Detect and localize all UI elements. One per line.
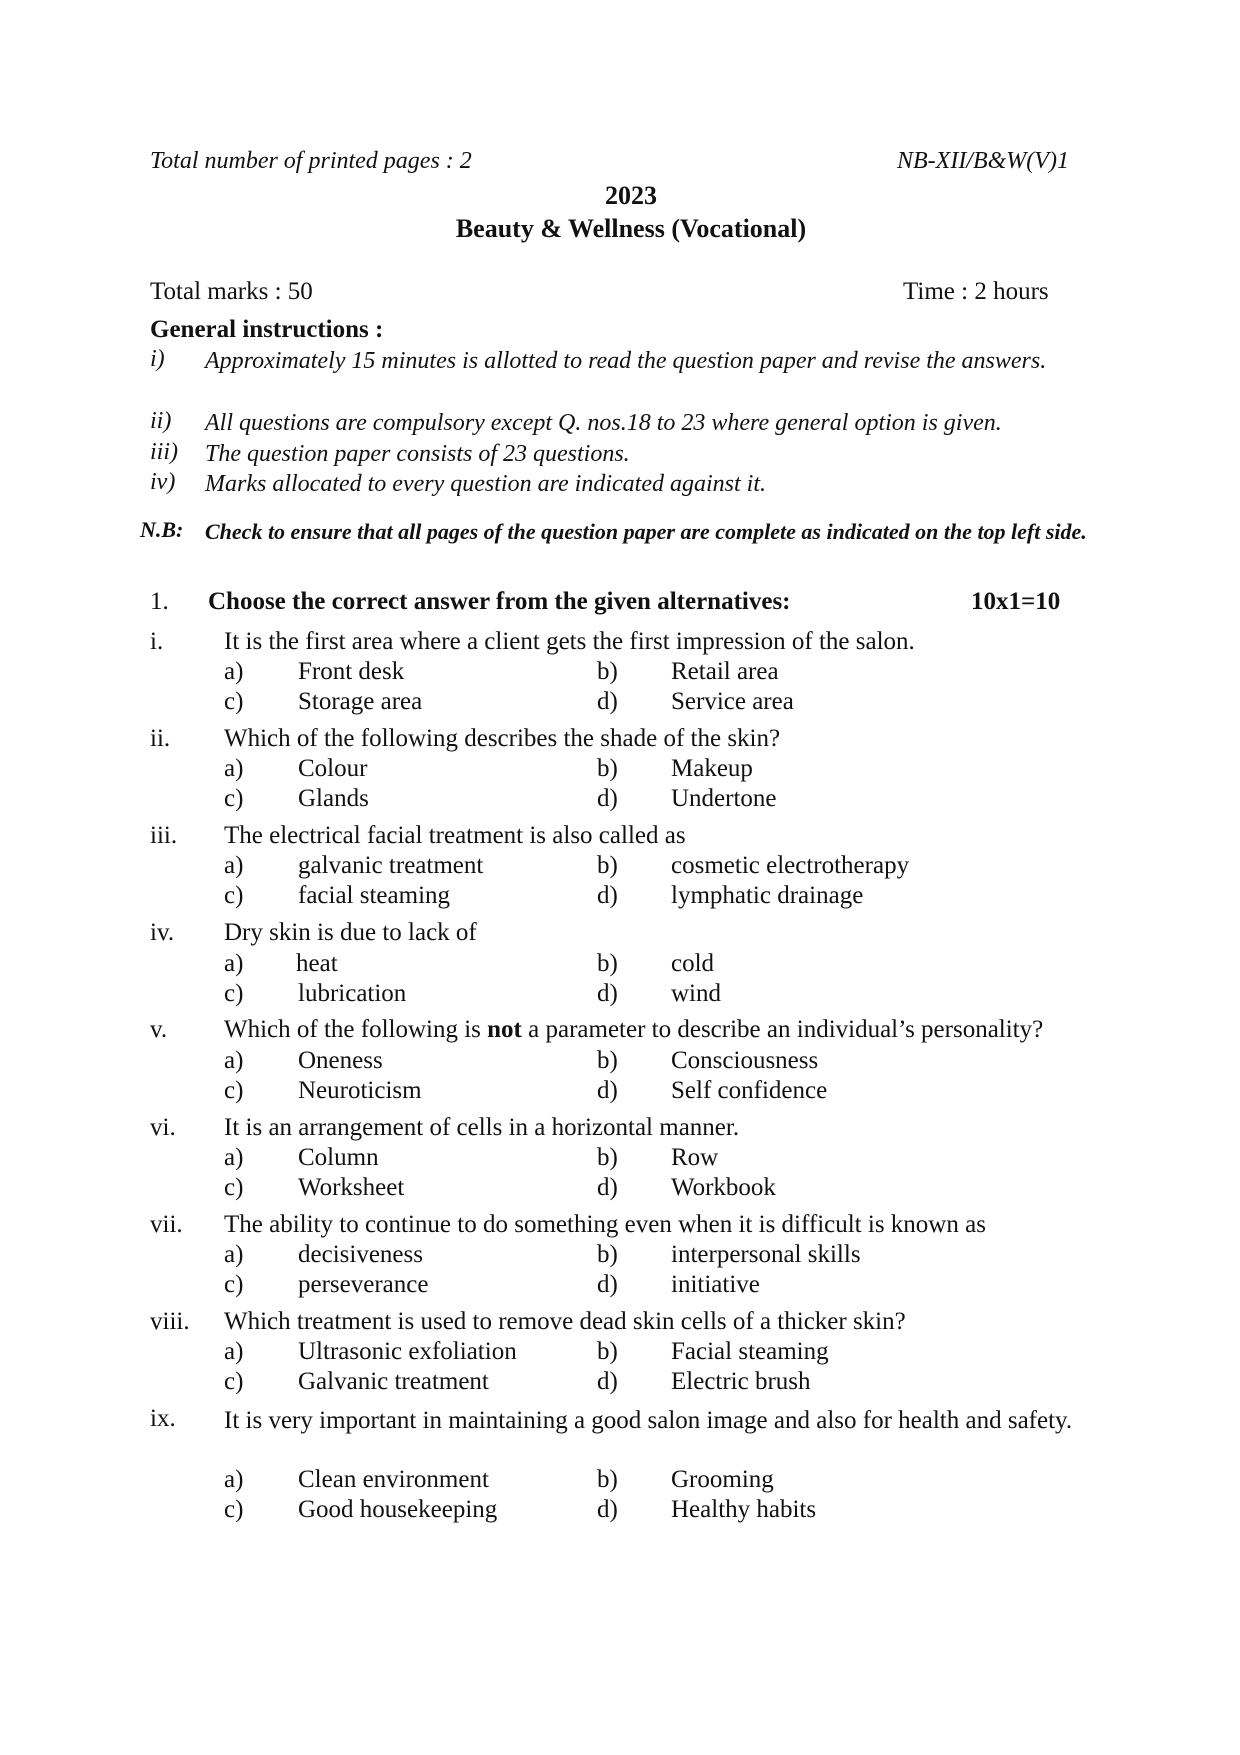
- option-letter: c): [224, 1271, 244, 1298]
- option-text: Ultrasonic exfoliation: [298, 1338, 517, 1365]
- section-heading: Choose the correct answer from the given alternatives:: [208, 588, 791, 615]
- option-text: Neuroticism: [298, 1077, 422, 1104]
- option-text: lymphatic drainage: [671, 882, 864, 909]
- option-text: Service area: [671, 688, 794, 715]
- option-text: Clean environment: [298, 1466, 489, 1493]
- option-text: Good housekeeping: [298, 1496, 498, 1523]
- option-letter: b): [597, 1466, 618, 1493]
- option-text: heat: [296, 950, 338, 977]
- option-letter: b): [597, 1241, 618, 1268]
- option-text: cold: [671, 950, 715, 977]
- instruction-text: Approximately 15 minutes is allotted to read the question paper and revise the answers.: [205, 348, 1047, 374]
- option-letter: d): [597, 882, 618, 909]
- option-letter: d): [597, 1368, 618, 1395]
- mcq-question: [224, 1016, 1043, 1044]
- total-marks: Total marks : 50: [150, 278, 313, 305]
- mcq-number: iii.: [150, 822, 178, 849]
- option-letter: a): [224, 755, 244, 782]
- option-letter: b): [597, 1047, 618, 1074]
- mcq-question: Which treatment is used to remove dead skin cells of a thicker skin?: [224, 1308, 906, 1335]
- option-text: Oneness: [298, 1047, 383, 1074]
- instruction-num: i): [150, 346, 165, 372]
- option-text: galvanic treatment: [298, 852, 484, 879]
- option-letter: c): [224, 785, 244, 812]
- mcq-question: Which of the following describes the shade of the skin?: [224, 725, 781, 752]
- section-marks: 10x1=10: [971, 588, 1061, 615]
- mcq-number: v.: [150, 1016, 168, 1043]
- option-text: cosmetic electrotherapy: [671, 852, 910, 879]
- option-letter: a): [224, 1047, 244, 1074]
- mcq-number: viii.: [150, 1308, 190, 1335]
- option-text: Galvanic treatment: [298, 1368, 489, 1395]
- paper-code: NB-XII/B&W(V)1: [897, 148, 1069, 174]
- mcq-question: The ability to continue to do something even when it is difficult is known as: [224, 1211, 986, 1238]
- mcq-question: It is an arrangement of cells in a horizontal manner.: [224, 1114, 740, 1141]
- option-text: Electric brush: [671, 1368, 811, 1395]
- option-letter: c): [224, 1368, 244, 1395]
- option-text: initiative: [671, 1271, 760, 1298]
- instruction-text: Marks allocated to every question are indicated against it.: [205, 471, 766, 497]
- mcq-number: vii.: [150, 1211, 183, 1238]
- option-letter: b): [597, 950, 618, 977]
- option-text: decisiveness: [298, 1241, 423, 1268]
- option-letter: c): [224, 1174, 244, 1201]
- option-letter: a): [224, 1338, 244, 1365]
- option-text: Consciousness: [671, 1047, 819, 1074]
- subject-title: Beauty & Wellness (Vocational): [455, 214, 807, 243]
- mcq-number: ix.: [150, 1405, 176, 1432]
- option-letter: c): [224, 882, 244, 909]
- option-text: Row: [671, 1144, 719, 1171]
- option-text: lubrication: [298, 980, 407, 1007]
- instruction-num: iii): [150, 439, 178, 465]
- mcq-number: vi.: [150, 1114, 176, 1141]
- option-letter: a): [224, 1241, 244, 1268]
- option-letter: b): [597, 1144, 618, 1171]
- instruction-num: ii): [150, 408, 172, 434]
- question-number: 1.: [150, 588, 169, 615]
- option-letter: d): [597, 1174, 618, 1201]
- option-text: wind: [671, 980, 721, 1007]
- nb-text: Check to ensure that all pages of the question paper are complete as indicated on the top left side.: [205, 519, 1087, 544]
- mcq-number: i.: [150, 628, 164, 655]
- option-letter: c): [224, 688, 244, 715]
- option-letter: a): [224, 1466, 244, 1493]
- option-letter: d): [597, 980, 618, 1007]
- instruction-text: The question paper consists of 23 questions.: [205, 441, 630, 467]
- option-text: Column: [298, 1144, 379, 1171]
- option-text: Workbook: [671, 1174, 776, 1201]
- option-text: facial steaming: [298, 882, 451, 909]
- nb-label: N.B:: [140, 517, 184, 542]
- printed-pages-note: Total number of printed pages : 2: [150, 148, 472, 174]
- option-text: Self confidence: [671, 1077, 828, 1104]
- option-text: Undertone: [671, 785, 777, 812]
- option-text: Glands: [298, 785, 369, 812]
- option-letter: a): [224, 852, 244, 879]
- exam-year: 2023: [605, 181, 657, 210]
- option-letter: d): [597, 688, 618, 715]
- instruction-num: iv): [150, 469, 176, 495]
- option-letter: d): [597, 1077, 618, 1104]
- instructions-heading: General instructions :: [150, 316, 384, 343]
- mcq-number: ii.: [150, 725, 171, 752]
- option-text: Makeup: [671, 755, 753, 782]
- option-letter: a): [224, 950, 244, 977]
- option-text: Healthy habits: [671, 1496, 817, 1523]
- instruction-text: All questions are compulsory except Q. nos.18 to 23 where general option is given.: [205, 410, 1002, 436]
- option-text: interpersonal skills: [671, 1241, 861, 1268]
- option-letter: a): [224, 658, 244, 685]
- emphasis-word: not: [487, 1016, 522, 1043]
- question-text-part: a parameter to describe an individual’s personality?: [528, 1016, 1044, 1043]
- question-text-part: Which of the following is: [224, 1016, 481, 1043]
- option-text: perseverance: [298, 1271, 429, 1298]
- option-text: Facial steaming: [671, 1338, 829, 1365]
- option-letter: c): [224, 1077, 244, 1104]
- mcq-question: It is the first area where a client gets the first impression of the salon.: [224, 628, 915, 655]
- option-text: Worksheet: [298, 1174, 405, 1201]
- option-text: Grooming: [671, 1466, 774, 1493]
- option-text: Storage area: [298, 688, 423, 715]
- option-letter: b): [597, 755, 618, 782]
- option-letter: d): [597, 785, 618, 812]
- mcq-question: It is very important in maintaining a good salon image and also for health and safety.: [224, 1407, 1073, 1434]
- option-letter: c): [224, 980, 244, 1007]
- option-text: Front desk: [298, 658, 405, 685]
- mcq-number: iv.: [150, 919, 175, 946]
- time-allowed: Time : 2 hours: [903, 278, 1049, 305]
- option-text: Colour: [298, 755, 368, 782]
- mcq-question: Dry skin is due to lack of: [224, 919, 477, 946]
- option-letter: b): [597, 658, 618, 685]
- option-letter: a): [224, 1144, 244, 1171]
- option-letter: b): [597, 1338, 618, 1365]
- option-letter: c): [224, 1496, 244, 1523]
- option-letter: d): [597, 1496, 618, 1523]
- option-letter: d): [597, 1271, 618, 1298]
- mcq-question: The electrical facial treatment is also called as: [224, 822, 686, 849]
- option-text: Retail area: [671, 658, 779, 685]
- option-letter: b): [597, 852, 618, 879]
